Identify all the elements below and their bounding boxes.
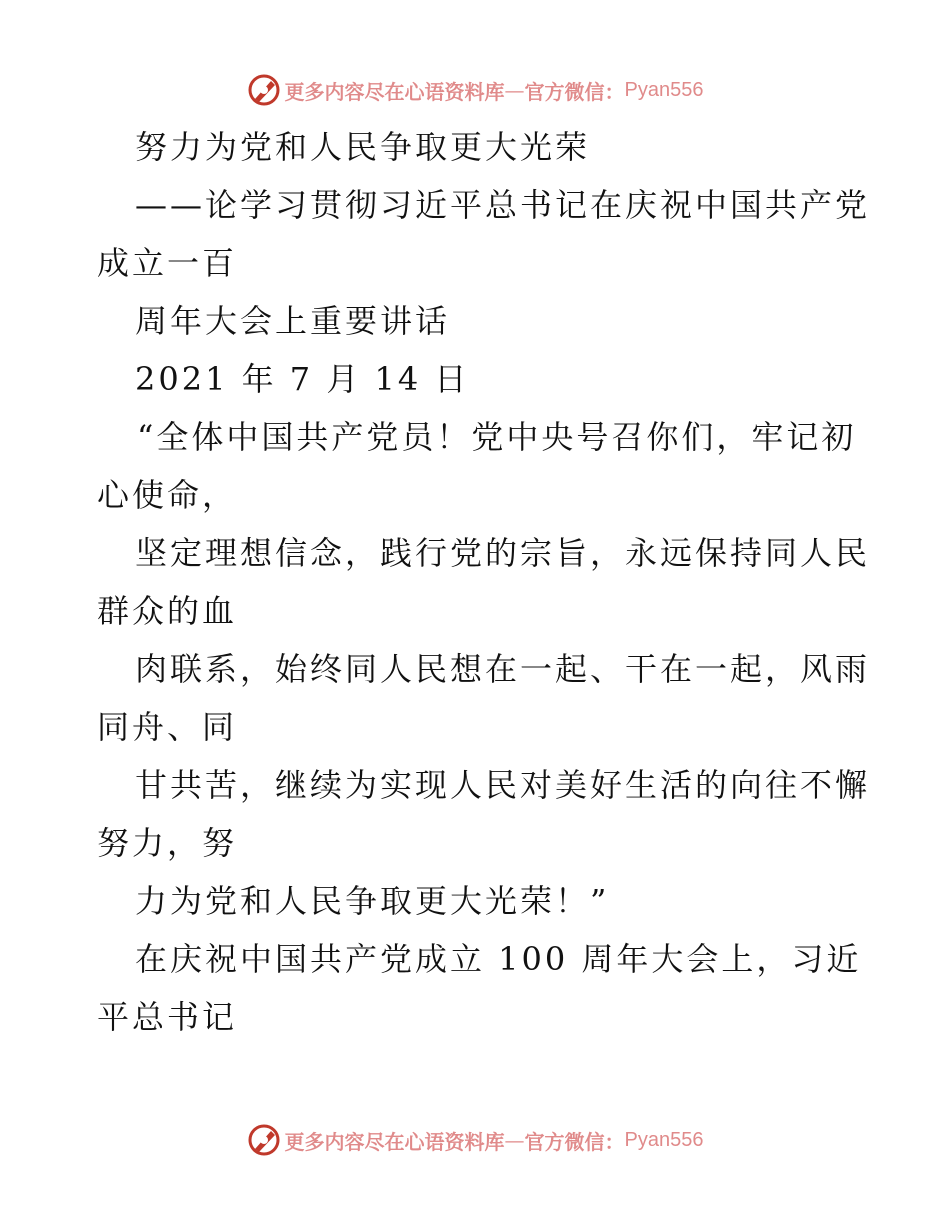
paragraph-line: 肉联系，始终同人民想在一起、干在一起，风雨 bbox=[135, 650, 871, 688]
paragraph-line: 在庆祝中国共产党成立 100 周年大会上，习近 bbox=[135, 940, 862, 978]
document-body bbox=[97, 118, 871, 1046]
article-date: 2021 年 7 月 14 日 bbox=[135, 360, 470, 398]
paragraph-line: 心使命， bbox=[97, 476, 238, 514]
watermark-main-text: 更多内容尽在心语资料库 bbox=[284, 79, 505, 104]
watermark-main-text: 更多内容尽在心语资料库 bbox=[284, 1129, 505, 1154]
paragraph-line: 努力，努 bbox=[97, 824, 238, 862]
watermark-wechat-label: 官方微信： bbox=[524, 1129, 625, 1154]
pen-logo-icon bbox=[247, 1123, 281, 1157]
paragraph-line: 坚定理想信念，践行党的宗旨，永远保持同人民 bbox=[135, 534, 871, 572]
paragraph-line: 力为党和人民争取更大光荣！” bbox=[135, 882, 610, 920]
header-watermark bbox=[0, 70, 950, 110]
paragraph-line: 甘共苦，继续为实现人民对美好生活的向往不懈 bbox=[135, 766, 871, 804]
paragraph-line: 群众的血 bbox=[97, 592, 238, 630]
article-subtitle-line2: 周年大会上重要讲话 bbox=[135, 302, 451, 340]
watermark-wechat-id: Pyan556 bbox=[624, 1128, 704, 1151]
paragraph-line: “全体中国共产党员！党中央号召你们，牢记初 bbox=[137, 418, 857, 456]
pen-logo-icon bbox=[247, 73, 281, 107]
watermark-separator: — bbox=[504, 1128, 525, 1152]
watermark-separator: — bbox=[504, 78, 525, 102]
article-subtitle: ——论学习贯彻习近平总书记在庆祝中国共产党 bbox=[135, 186, 871, 224]
watermark-wechat-label: 官方微信： bbox=[524, 79, 625, 104]
article-title: 努力为党和人民争取更大光荣 bbox=[135, 128, 591, 166]
paragraph-line: 平总书记 bbox=[97, 998, 238, 1036]
watermark-wechat-id: Pyan556 bbox=[624, 78, 704, 101]
paragraph-line: 同舟、同 bbox=[97, 708, 238, 746]
footer-watermark bbox=[0, 1120, 950, 1160]
article-subtitle-cont: 成立一百 bbox=[97, 244, 238, 282]
